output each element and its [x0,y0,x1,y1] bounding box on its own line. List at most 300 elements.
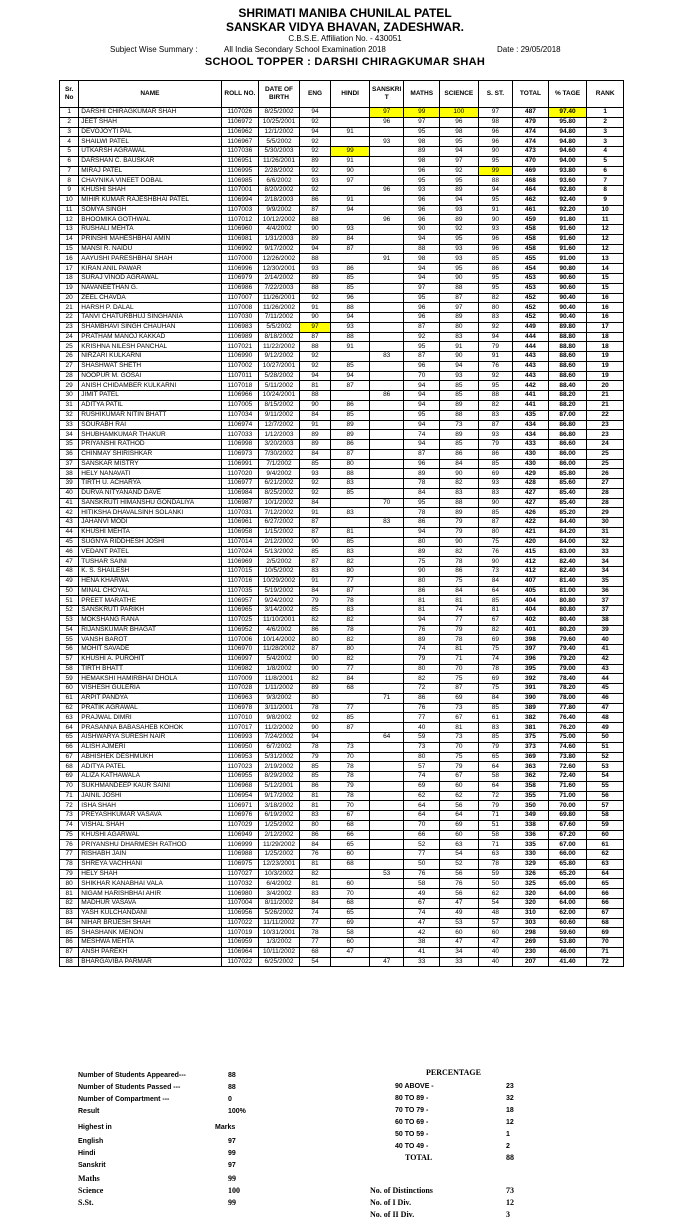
table-cell: 87 [299,518,331,528]
table-cell: 85 [478,254,513,264]
table-cell: 70 [404,371,440,381]
table-cell: 76 [299,850,331,860]
table-cell: 79 [478,342,513,352]
table-cell: 66 [587,889,624,899]
table-row [60,703,624,713]
table-cell: 81 [299,859,331,869]
table-cell: 100 [440,108,479,118]
table-cell: 88.60 [548,371,587,381]
table-cell: NIGAM HARISHBHAI AHIR [79,889,221,899]
table-cell: 80.20 [548,625,587,635]
table-cell: 9 [587,195,624,205]
table-cell: 83 [440,332,479,342]
table-cell: 40 [60,488,79,498]
table-cell: 58 [478,772,513,782]
table-cell: 90 [331,166,370,176]
summary-stat-label: Number of Students Passed --- [78,1084,181,1091]
table-cell: 1106978 [221,703,259,713]
table-cell [369,283,404,293]
table-cell: 95 [478,156,513,166]
table-cell: 84 [299,586,331,596]
table-cell: 11 [587,215,624,225]
table-cell: 87 [299,645,331,655]
table-cell: RISHABH JAIN [79,850,221,860]
table-cell: 79.00 [548,664,587,674]
table-cell: 81 [299,381,331,391]
table-cell: 1106974 [221,420,259,430]
table-cell: 76 [478,547,513,557]
table-cell: 64 [404,811,440,821]
table-row [60,518,624,528]
table-cell: 50 [478,879,513,889]
table-cell: 72 [404,684,440,694]
table-cell: 89 [404,147,440,157]
table-cell: 81 [478,606,513,616]
table-row [60,469,624,479]
table-cell: 87 [299,205,331,215]
table-cell: 1106996 [221,264,259,274]
table-cell [369,410,404,420]
table-cell: 45 [587,684,624,694]
table-cell [369,606,404,616]
table-cell: 88 [299,254,331,264]
table-cell: TIRTH BHATT [79,664,221,674]
table-cell: 34 [587,557,624,567]
table-cell [331,693,370,703]
table-cell: 402 [513,615,549,625]
table-cell: 78 [60,859,79,869]
table-cell: 78 [299,928,331,938]
table-cell: 88 [404,244,440,254]
table-cell: 51 [587,742,624,752]
table-cell: 8/25/2002 [259,488,300,498]
table-cell: SHREYA VACHHANI [79,859,221,869]
table-cell: 42 [404,928,440,938]
table-cell: 10/25/2001 [259,117,300,127]
table-cell: HARSH P. DALAL [79,303,221,313]
table-cell: 94.80 [548,127,587,137]
table-cell [369,527,404,537]
table-cell: 5/4/2002 [259,654,300,664]
table-cell: 78 [478,664,513,674]
table-cell: 90 [478,557,513,567]
table-cell: 9/3/2002 [259,693,300,703]
table-cell: HELY NANAVATI [79,469,221,479]
table-cell: 65 [478,752,513,762]
table-cell: 3 [587,127,624,137]
table-cell: 60 [60,684,79,694]
column-header: % TAGE [548,81,587,108]
table-cell: 67.60 [548,820,587,830]
table-cell: 421 [513,527,549,537]
table-row [60,566,624,576]
table-cell: 93 [404,186,440,196]
table-cell: 64 [440,811,479,821]
table-cell: 443 [513,371,549,381]
table-cell: 10 [587,205,624,215]
table-cell: 1106993 [221,733,259,743]
table-cell: 85 [440,391,479,401]
table-cell: 429 [513,469,549,479]
table-cell: 89 [440,400,479,410]
table-cell: 67 [587,908,624,918]
table-cell: 87 [404,322,440,332]
table-cell: 12 [60,215,79,225]
table-cell: 85 [331,488,370,498]
table-cell: 94 [478,332,513,342]
table-cell: 1106997 [221,654,259,664]
table-cell: 1106968 [221,781,259,791]
table-cell: 455 [513,254,549,264]
table-cell: 96 [478,127,513,137]
table-cell: 1106971 [221,801,259,811]
table-cell: 1107035 [221,586,259,596]
table-cell: 79.60 [548,635,587,645]
table-cell: 34 [440,947,479,957]
table-cell: 83 [299,566,331,576]
table-cell: 88 [478,391,513,401]
table-cell: 80 [404,576,440,586]
table-cell: 88.80 [548,342,587,352]
table-row [60,498,624,508]
table-cell: 1107000 [221,254,259,264]
table-cell [369,557,404,567]
table-cell: SHAMBHAVI SINGH CHAUHAN [79,322,221,332]
table-cell: 82 [331,635,370,645]
table-cell: 87 [478,420,513,430]
table-cell: 95 [478,283,513,293]
table-cell: 91.60 [548,234,587,244]
table-cell: MIRAJ PATEL [79,166,221,176]
table-cell: 82 [299,615,331,625]
table-row [60,762,624,772]
table-cell: 64 [478,586,513,596]
column-header: TOTAL [513,81,549,108]
table-cell [369,547,404,557]
table-cell: 88.60 [548,352,587,362]
table-cell: 1107024 [221,547,259,557]
table-cell: 81 [404,606,440,616]
table-cell: 91 [440,342,479,352]
table-cell [369,293,404,303]
table-cell: 93 [478,225,513,235]
table-cell: KHUSHI SHAH [79,186,221,196]
table-cell: 1107004 [221,899,259,909]
table-cell: 46 [587,693,624,703]
table-cell [369,342,404,352]
table-cell: 87 [60,947,79,957]
table-cell: 88 [478,176,513,186]
table-cell: 1106976 [221,811,259,821]
table-cell: 93 [478,479,513,489]
table-row [60,859,624,869]
table-row [60,801,624,811]
table-cell [369,420,404,430]
table-cell: 1106992 [221,244,259,254]
percentage-band-label: 50 TO 59 - [395,1131,429,1138]
table-cell: 434 [513,420,549,430]
table-cell: 95 [404,342,440,352]
table-cell: SANSKAR MISTRY [79,459,221,469]
table-cell: 329 [513,859,549,869]
table-cell: 99 [331,147,370,157]
table-cell: 7/22/2003 [259,283,300,293]
table-cell: 60 [331,879,370,889]
table-cell: 89 [440,508,479,518]
table-cell: 78.40 [548,674,587,684]
table-cell: 1106999 [221,840,259,850]
table-cell: 4 [587,147,624,157]
table-cell: 40 [404,723,440,733]
table-cell: 5/5/2002 [259,322,300,332]
table-cell: 85 [440,440,479,450]
table-row [60,957,624,967]
table-cell: 75 [478,684,513,694]
table-cell: 1107002 [221,361,259,371]
table-cell: 428 [513,479,549,489]
table-cell: 443 [513,352,549,362]
table-cell: 88.40 [548,381,587,391]
table-cell: 6/25/2002 [259,957,300,967]
table-cell: 92 [299,479,331,489]
table-cell: 1106998 [221,440,259,450]
table-cell: 47 [404,918,440,928]
table-cell: AAYUSHI PARESHBHAI SHAH [79,254,221,264]
table-cell: 1106956 [221,908,259,918]
table-cell: 430 [513,459,549,469]
table-cell [369,635,404,645]
table-cell: 80 [331,459,370,469]
table-cell: 1106952 [221,625,259,635]
table-cell: 57 [60,654,79,664]
summary-stat-value: 0 [228,1096,232,1103]
table-cell: PRATHAM MANOJ KAKKAD [79,332,221,342]
table-cell: 70 [587,938,624,948]
table-cell: 8/15/2002 [259,400,300,410]
table-cell: DEVOJOYTI PAL [79,127,221,137]
table-cell [369,488,404,498]
table-cell: 66.00 [548,850,587,860]
table-cell: 72 [478,791,513,801]
table-row [60,781,624,791]
table-cell: 93 [331,225,370,235]
table-cell: 71.00 [548,791,587,801]
table-row [60,625,624,635]
table-cell: 12/26/2002 [259,254,300,264]
table-cell: 298 [513,928,549,938]
table-cell: 1107034 [221,410,259,420]
table-cell [369,361,404,371]
table-cell: 85.40 [548,498,587,508]
table-cell: 63 [60,713,79,723]
table-cell: 85 [478,703,513,713]
table-cell: 80 [404,664,440,674]
table-cell: 4/4/2002 [259,225,300,235]
table-cell: 1107020 [221,469,259,479]
summary-stat-value: 88 [228,1072,236,1079]
table-cell: 10/14/2002 [259,635,300,645]
table-cell: 75 [440,576,479,586]
table-cell: DARSHI CHIRAGKUMAR SHAH [79,108,221,118]
table-cell: 7/1/2002 [259,459,300,469]
table-cell: 61 [60,693,79,703]
table-cell [331,108,370,118]
table-cell: 82.40 [548,557,587,567]
table-cell: 7/11/2002 [259,313,300,323]
table-cell: 434 [513,430,549,440]
table-cell: 90.40 [548,303,587,313]
table-cell: 94 [404,391,440,401]
table-cell: 58 [478,830,513,840]
table-cell: 84 [331,674,370,684]
table-cell [369,850,404,860]
table-cell: 74 [299,908,331,918]
table-cell: 29 [60,381,79,391]
table-cell [369,713,404,723]
table-cell [331,957,370,967]
table-cell: 86 [404,518,440,528]
table-cell: 86 [299,625,331,635]
table-cell: 73 [60,811,79,821]
table-row [60,606,624,616]
table-cell: 88 [440,410,479,420]
table-cell [369,176,404,186]
table-cell: 84.20 [548,527,587,537]
table-cell: 458 [513,234,549,244]
table-cell: VEDANT PATEL [79,547,221,557]
table-cell [369,459,404,469]
table-cell: 1 [587,108,624,118]
table-cell [369,371,404,381]
table-cell: 53 [587,762,624,772]
table-row [60,479,624,489]
table-cell: 96 [404,361,440,371]
table-cell: 32 [60,410,79,420]
table-cell: 74 [404,908,440,918]
table-cell: 87 [440,684,479,694]
table-cell: 427 [513,498,549,508]
table-cell: ANSH PAREKH [79,947,221,957]
table-cell: 56 [440,889,479,899]
column-header: NAME [79,81,221,108]
table-cell: 78 [404,479,440,489]
table-cell [369,166,404,176]
table-cell: 9/9/2002 [259,205,300,215]
table-cell: 87 [331,381,370,391]
table-cell: 96 [404,166,440,176]
table-cell: 71 [440,654,479,664]
division-count-label: No. of I Div. [370,1198,412,1207]
table-cell: 90.60 [548,283,587,293]
table-cell: 81.00 [548,586,587,596]
table-cell: 86 [60,938,79,948]
table-cell: 11/28/2002 [259,645,300,655]
table-cell [369,469,404,479]
table-cell: 96 [331,293,370,303]
table-cell: 94 [331,371,370,381]
table-cell: 1/25/2002 [259,850,300,860]
table-cell: 1106961 [221,518,259,528]
table-cell: 1106985 [221,176,259,186]
table-cell: RIJANSKUMAR BHAGAT [79,625,221,635]
table-cell: 1107017 [221,723,259,733]
table-cell: HEMAKSHI HAMIRBHAI DHOLA [79,674,221,684]
table-cell: 68 [331,899,370,909]
table-row [60,176,624,186]
table-cell: 45 [60,537,79,547]
table-cell: 80 [60,879,79,889]
table-cell: 392 [513,674,549,684]
table-cell: 8 [60,176,79,186]
table-cell [331,215,370,225]
table-cell: 25 [587,459,624,469]
table-cell: 96 [404,215,440,225]
table-cell: JAINIL JOSHI [79,791,221,801]
table-cell: 77 [404,713,440,723]
table-cell: SOMYA SINGH [79,205,221,215]
table-cell: 89 [299,274,331,284]
table-row [60,254,624,264]
table-cell: 395 [513,664,549,674]
table-cell: NOOPUR M. GOSAI [79,371,221,381]
table-cell: 84 [478,576,513,586]
table-cell [369,274,404,284]
table-row [60,830,624,840]
table-cell: 61 [478,713,513,723]
table-cell: 79 [299,596,331,606]
table-cell: 91 [331,195,370,205]
table-cell: 28 [587,488,624,498]
table-cell: SOURABH RAI [79,420,221,430]
table-cell: 89 [331,420,370,430]
table-cell: 51 [60,596,79,606]
table-cell [369,801,404,811]
table-cell: 64 [478,781,513,791]
table-cell: 88.60 [548,361,587,371]
table-cell: 91 [299,576,331,586]
table-cell: 6 [587,166,624,176]
table-cell: 65 [331,840,370,850]
table-cell: 94 [404,420,440,430]
table-cell: 86.00 [548,449,587,459]
table-cell: 94 [331,205,370,215]
table-cell: 57 [587,801,624,811]
table-cell: 2 [587,117,624,127]
table-cell [369,322,404,332]
table-row [60,449,624,459]
table-cell: 86.80 [548,430,587,440]
table-cell: 56 [440,869,479,879]
table-cell: 96 [404,313,440,323]
table-cell: 58 [404,879,440,889]
table-cell: 36 [60,449,79,459]
table-cell: 93 [440,205,479,215]
table-cell: 76 [404,869,440,879]
table-cell: 73 [440,703,479,713]
table-cell: 78.20 [548,684,587,694]
table-cell: ANISH CHIDAMBER KULKARNI [79,381,221,391]
table-cell: 60 [440,928,479,938]
table-cell: 458 [513,225,549,235]
table-cell: 92.40 [548,195,587,205]
table-cell: 53 [369,869,404,879]
table-cell: 79 [440,527,479,537]
table-cell: 67 [331,811,370,821]
percentage-total-label: TOTAL [405,1153,433,1162]
table-cell: 37 [587,596,624,606]
table-cell: 78 [299,742,331,752]
table-cell: 1 [60,108,79,118]
